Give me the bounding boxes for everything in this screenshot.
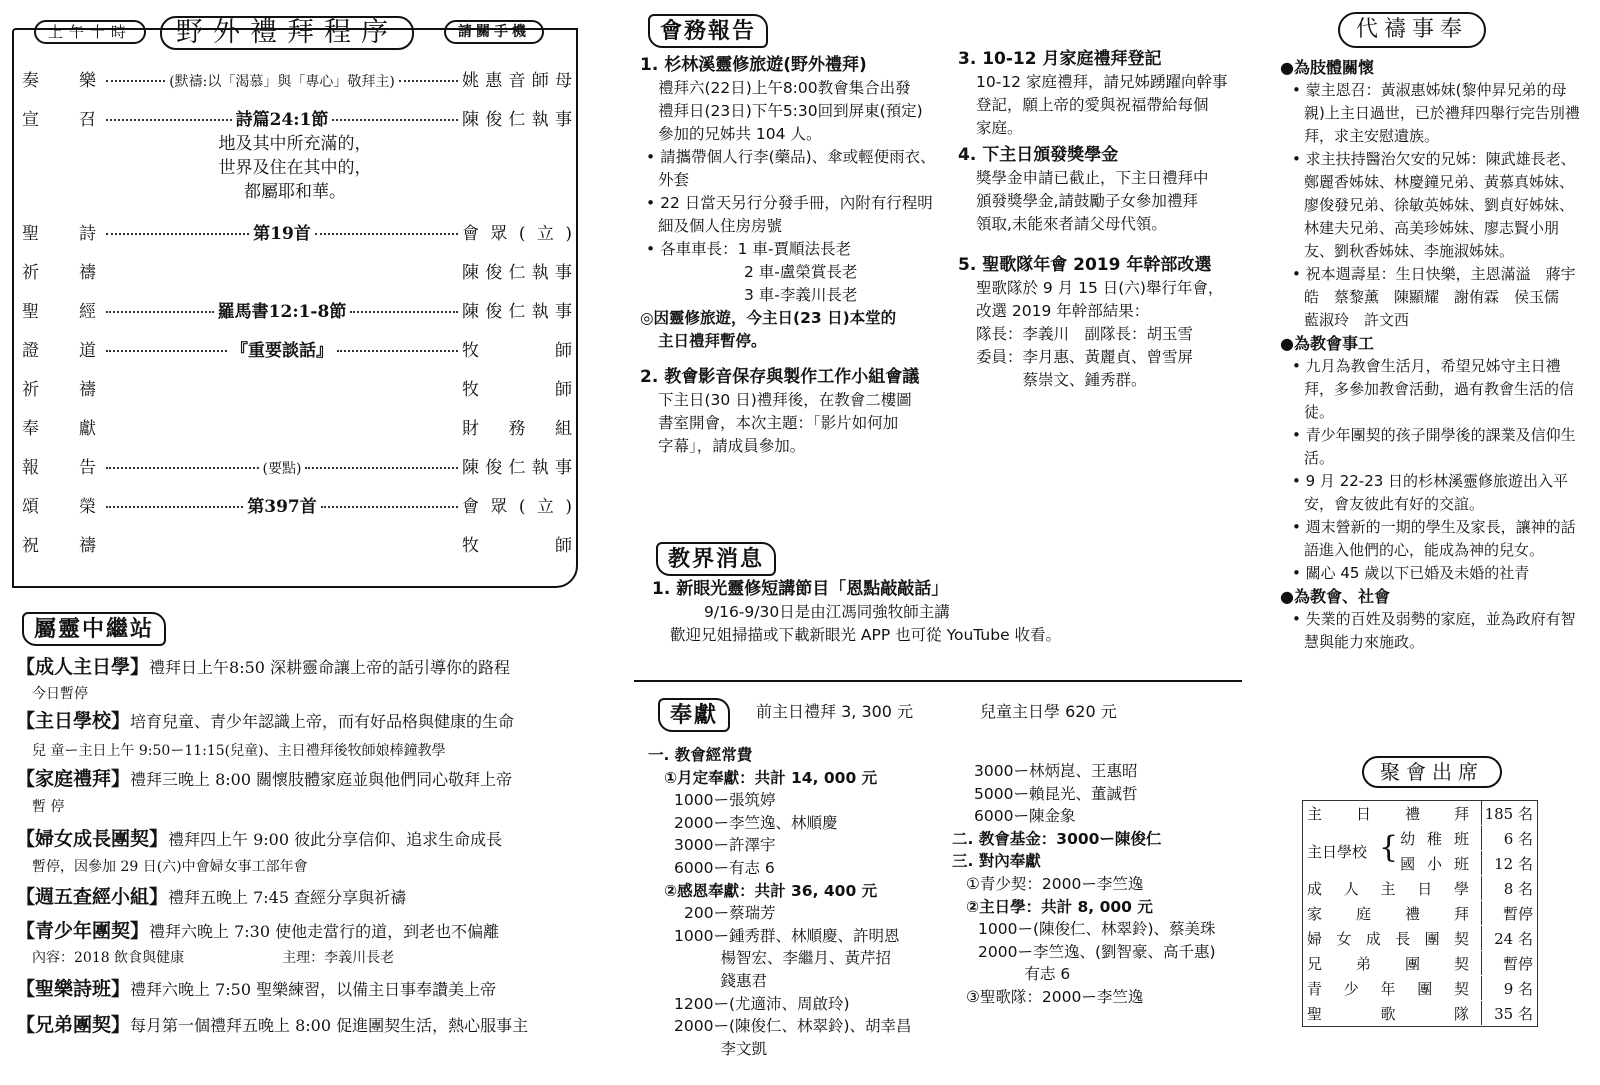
- ministry-desc: 禮拜三晚上 8:00 關懷肢體家庭並與他們同心敬拜上帝: [130, 770, 513, 789]
- ministry-name: 【兄弟團契】: [16, 1014, 131, 1036]
- attendance-value: 暫停: [1481, 951, 1537, 975]
- ministry-item: [16, 710, 576, 733]
- prayer-item: • 九月為教會生活月，希望兄姊守主日禮拜，多參加教會活動，過有教會生活的信徒。: [1292, 357, 1575, 421]
- church-news-1: [652, 578, 1252, 647]
- ministry-name: 【主日學校】: [16, 710, 131, 732]
- ministry-item: [16, 1014, 576, 1037]
- offering-line: 1000ー張筑婷: [674, 791, 776, 810]
- attendance-name: 幼稚班: [1400, 829, 1469, 848]
- offering-line: 2000ー李竺逸、(劉智豪、高千惠): [978, 942, 1216, 961]
- report-line: 字幕」，請成員參加。: [658, 437, 806, 455]
- prayer-item: • 求主扶持醫治欠安的兄姊：陳武雄長老、鄭麗香姊妹、林慶鐘兄弟、黃慕真姊妹、廖俊發兄弟、徐敏英姊妹、劉貞好姊妹、林建夫兄弟、高美珍姊妹、廖志賢小朋友、劉秋香姊妹、李施淑姊妹。: [1292, 150, 1576, 260]
- news-line: 歡迎兄姐掃描或下載新眼光 APP 也可從 YouTube 收看。: [670, 626, 1062, 644]
- attendance-value: 6 名: [1481, 826, 1537, 850]
- program-item-name: 頌榮: [22, 497, 136, 517]
- attendance-value: 9 名: [1481, 976, 1537, 1000]
- report-5: [958, 254, 1258, 392]
- prayer-item: • 祝本週壽星：生日快樂，主恩滿溢 蔣宇皓 蔡黎薰 陳顯耀 謝侑霖 侯玉儒 藍淑玲 許文西: [1292, 265, 1576, 329]
- offering-left: [648, 744, 948, 1060]
- attendance-value: 24 名: [1481, 926, 1537, 950]
- church-news-title: 教界消息: [656, 542, 776, 576]
- offering-line: 錢惠君: [674, 971, 768, 990]
- report-line: 蔡崇文、鍾秀群。: [976, 371, 1147, 389]
- ministry-item: [16, 768, 576, 791]
- report-note: 主日禮拜暫停。: [658, 332, 767, 350]
- report-line: 頒發獎學金,請鼓勵子女參加禮拜: [976, 192, 1198, 210]
- offering-line: 三. 對內奉獻: [952, 852, 1041, 871]
- program-row: [22, 492, 572, 517]
- attendance-value: 12 名: [1481, 851, 1537, 875]
- program-item-middle: 第19首: [253, 224, 311, 244]
- offering-line: 2000ー(陳俊仁、林翠鈴)、胡幸昌: [674, 1017, 912, 1036]
- report-line: 改選 2019 年幹部結果：: [976, 302, 1150, 320]
- prayer-item: • 失業的百姓及弱勢的家庭，並為政府有智慧與能力來施政。: [1292, 610, 1576, 651]
- program-title: 野外禮拜程序: [160, 16, 414, 50]
- program-item-person: 陳俊仁執事: [462, 110, 572, 130]
- report-line: 隊長：李義川 副隊長：胡玉雪: [976, 325, 1194, 343]
- ministry-desc: 禮拜日上午8:50 深耕靈命讓上帝的話引導你的路程: [149, 658, 511, 677]
- attendance-name: 成人主日學: [1307, 879, 1469, 898]
- prayer-title: 代禱事奉: [1338, 12, 1486, 48]
- offering-line: 5000ー賴昆光、董誠哲: [974, 784, 1138, 803]
- report-line: 3 車-李義川長老: [744, 286, 858, 304]
- report-title: 5. 聖歌隊年會 2019 年幹部改選: [958, 255, 1212, 275]
- news-title: 1. 新眼光靈修短講節目「恩點敲敲話」: [652, 579, 949, 599]
- prayer-heading: ●為教會事工: [1280, 334, 1374, 353]
- program-row: [22, 66, 572, 91]
- ministry-name: 【週五查經小組】: [16, 886, 169, 908]
- ministry-name: 【青少年團契】: [16, 920, 150, 942]
- program-item-person: 姚惠音師母: [462, 71, 572, 91]
- prayer-heading: ●為教會、社會: [1280, 587, 1390, 606]
- ministry-name: 【成人主日學】: [16, 656, 150, 678]
- program-item-name: 聖詩: [22, 224, 136, 244]
- reports-title: 會務報告: [648, 14, 768, 48]
- attendance-row: [1303, 876, 1537, 901]
- verse-line: 世界及住在其中的，: [218, 158, 372, 178]
- program-item-middle: 『重要談話』: [231, 341, 333, 361]
- offering-line: 一. 教會經常費: [648, 746, 753, 764]
- attendance-name: 兄弟團契: [1307, 954, 1469, 973]
- program-item-person: 會眾(立): [462, 497, 572, 517]
- offering-line: 6000ー陳金象: [974, 807, 1076, 826]
- program-item-name: 祝禱: [22, 536, 136, 556]
- offering-line: 6000ー有志 6: [674, 858, 775, 877]
- ministry-desc: 禮拜六晚上 7:30 使他走當行的道，到老也不偏離: [149, 922, 500, 941]
- report-line: 領取,未能來者請父母代領。: [976, 215, 1167, 233]
- program-item-middle: 羅馬書12:1-8節: [217, 302, 347, 322]
- divider-line: [634, 680, 1242, 682]
- report-title: 2. 教會影音保存與製作工作小組會議: [640, 367, 920, 387]
- prayer-list: [1280, 56, 1580, 654]
- report-line: 2 車-盧榮賞長老: [744, 263, 858, 281]
- report-line: 禮拜日(23日)下午5:30回到屏東(預定): [658, 102, 923, 120]
- attendance-name: 家庭禮拜: [1307, 904, 1469, 923]
- ministry-sub: 暫停，因參加 29 日(六)中會婦女事工部年會: [32, 859, 308, 875]
- offering-line: ①月定奉獻：共計 14, 000 元: [664, 768, 878, 787]
- offering-line: 有志 6: [978, 965, 1071, 984]
- program-item-person: 財務組: [462, 419, 572, 439]
- offering-line: 楊智宏、李繼月、黃芹招: [674, 949, 892, 968]
- offering-line: ②感恩奉獻：共計 36, 400 元: [664, 881, 878, 900]
- program-item-person: 陳俊仁執事: [462, 458, 572, 478]
- attendance-value: 185 名: [1481, 801, 1537, 825]
- program-item-person: 陳俊仁執事: [462, 263, 572, 283]
- ministry-desc: 培育兒童、青少年認識上帝，而有好品格與健康的生命: [130, 712, 515, 731]
- prayer-item: • 9 月 22-23 日的杉林溪靈修旅遊出入平安，會友彼此有好的交誼。: [1292, 472, 1569, 513]
- program-row: [22, 375, 572, 400]
- ministry-sub: 內容：2018 飲食與健康 主理：李義川長老: [32, 950, 395, 966]
- attendance-row: [1303, 926, 1537, 951]
- program-item-person: 牧師: [462, 380, 572, 400]
- report-bullet: • 各車車長：1 車-賈順法長老: [646, 240, 851, 258]
- offering-line: 二. 教會基金：3000ー陳俊仁: [952, 829, 1162, 848]
- attendance-value: 8 名: [1481, 876, 1537, 900]
- program-row: [22, 531, 572, 556]
- program-item-name: 奉獻: [22, 419, 136, 439]
- verse-line: 都屬耶和華。: [244, 182, 346, 202]
- report-line: 獎學金申請已截止，下主日禮拜中: [976, 169, 1209, 187]
- verse-line: 地及其中所充滿的，: [218, 134, 372, 154]
- program-row: [22, 453, 572, 478]
- program-item-person: 牧師: [462, 536, 572, 556]
- call-verse: [12, 132, 578, 204]
- offering-last-sunday: 前主日禮拜 3, 300 元: [756, 702, 914, 721]
- program-item-person: 牧師: [462, 341, 572, 361]
- program-item-person: 陳俊仁執事: [462, 302, 572, 322]
- prayer-item: • 青少年團契的孩子開學後的課業及信仰生活。: [1292, 426, 1576, 467]
- program-item-person: 會眾(立): [462, 224, 572, 244]
- ministry-item: [16, 920, 576, 943]
- offering-line: ③聖歌隊：2000ー李竺逸: [966, 987, 1144, 1006]
- prayer-heading: ●為肢體關懷: [1280, 58, 1374, 77]
- prayer-item: • 關心 45 歲以下已婚及未婚的社青: [1292, 564, 1530, 582]
- program-item-middle: 詩篇24:1節: [235, 110, 329, 130]
- report-2: [640, 366, 940, 458]
- ministries-title: 屬靈中繼站: [22, 612, 166, 646]
- attendance-value: 暫停: [1481, 901, 1537, 925]
- report-line: 登記，願上帝的愛與祝福帶給每個: [976, 96, 1209, 114]
- offering-line: ①青少契：2000ー李竺逸: [966, 874, 1144, 893]
- offering-line: 1000ー(陳俊仁、林翠鈴)、蔡美珠: [978, 920, 1216, 939]
- ministry-name: 【聖樂詩班】: [16, 978, 131, 1000]
- report-title: 1. 杉林溪靈修旅遊(野外禮拜): [640, 55, 867, 75]
- report-line: 聖歌隊於 9 月 15 日(六)舉行年會，: [976, 279, 1224, 297]
- report-line: 參加的兄姊共 104 人。: [658, 125, 822, 143]
- ministry-item: [16, 656, 576, 679]
- attendance-row: [1303, 1001, 1537, 1026]
- report-line: 下主日(30 日)禮拜後，在教會二樓圖: [658, 391, 912, 409]
- program-row: [22, 219, 572, 244]
- ministry-desc: 禮拜四上午 9:00 彼此分享信仰、追求生命成長: [168, 830, 503, 849]
- program-list: [12, 0, 578, 590]
- offering-title: 奉獻: [658, 698, 730, 732]
- offering-children: 兒童主日學 620 元: [980, 702, 1117, 721]
- report-bullet: • 22 日當天另行分發手冊，內附有行程明細及個人住房房號: [646, 194, 933, 235]
- attendance-name: 婦女成長團契: [1307, 929, 1469, 948]
- phone-notice: 請關手機: [444, 20, 544, 44]
- report-4: [958, 144, 1258, 236]
- report-1: [640, 54, 940, 353]
- attendance-name: 聖歌隊: [1307, 1004, 1469, 1023]
- report-line: 書室開會，本次主題：「影片如何加: [658, 414, 899, 432]
- offering-line: 2000ー李竺逸、林順慶: [674, 813, 838, 832]
- attendance-name: 青少年團契: [1307, 979, 1469, 998]
- ministry-desc: 禮拜六晚上 7:50 聖樂練習，以備主日事奉讚美上帝: [130, 980, 497, 999]
- attendance-table: [1302, 800, 1538, 1027]
- report-title: 3. 10-12 月家庭禮拜登記: [958, 49, 1162, 69]
- attendance-name: 主日禮拜: [1307, 804, 1469, 823]
- program-row: [22, 414, 572, 439]
- report-line: 10-12 家庭禮拜，請兄姊踴躍向幹事: [976, 73, 1228, 91]
- report-line: 禮拜六(22日)上午8:00教會集合出發: [658, 79, 911, 97]
- program-row: [22, 297, 572, 322]
- program-item-name: 宣召: [22, 110, 136, 130]
- attendance-title: 聚會出席: [1362, 756, 1502, 788]
- attendance-value: 35 名: [1481, 1001, 1537, 1025]
- report-note: ◎因靈修旅遊，今主日(23 日)本堂的: [640, 309, 897, 327]
- program-item-name: 祈禱: [22, 263, 136, 283]
- ministry-item: [16, 978, 576, 1001]
- attendance-school-group: [1303, 826, 1537, 876]
- program-item-middle: (要點): [262, 461, 302, 477]
- ministry-name: 【家庭禮拜】: [16, 768, 131, 790]
- ministry-item: [16, 828, 576, 851]
- offering-line: 3000ー林炳崑、王惠昭: [974, 762, 1138, 780]
- attendance-row: [1303, 976, 1537, 1001]
- attendance-row: [1303, 901, 1537, 926]
- offering-right: [952, 760, 1252, 1009]
- program-item-middle: 第397首: [247, 497, 317, 517]
- program-item-name: 奏樂: [22, 71, 136, 91]
- ministry-sub: 今日暫停: [32, 686, 88, 702]
- report-line: 委員：李月惠、黃麗貞、曾雪屏: [976, 348, 1194, 366]
- attendance-row: [1303, 801, 1537, 826]
- program-item-name: 報告: [22, 458, 136, 478]
- time-label: 上午十時: [34, 20, 146, 44]
- ministry-desc: 每月第一個禮拜五晚上 8:00 促進團契生活，熱心服事主: [130, 1016, 529, 1035]
- offering-line: 3000ー許澤宇: [674, 836, 776, 855]
- attendance-school-label: 主日學校: [1307, 842, 1368, 861]
- program-item-name: 祈禱: [22, 380, 136, 400]
- offering-line: 1000ー鍾秀群、林順慶、許明恩: [674, 926, 900, 945]
- prayer-item: • 蒙主恩召：黃淑惠姊妹(黎仲昇兄弟的母親)上主日過世，已於禮拜四舉行完告別禮拜，求主安慰遺族。: [1292, 81, 1580, 145]
- ministry-sub: 兒 童ー主日上午 9:50ー11:15(兒童)、主日禮拜後牧師娘棒鐘教學: [32, 743, 446, 759]
- program-row: [22, 105, 572, 130]
- report-3: [958, 48, 1258, 140]
- attendance-name: 國小班: [1400, 854, 1469, 873]
- program-row: [22, 258, 572, 283]
- attendance-row: [1303, 951, 1537, 976]
- ministry-item: [16, 886, 576, 909]
- ministry-sub: 暫 停: [32, 799, 65, 815]
- offering-line: 200ー蔡瑞芳: [684, 904, 776, 923]
- report-bullet: • 請攜帶個人行李(藥品)、傘或輕便雨衣、外套: [646, 148, 936, 189]
- report-title: 4. 下主日頒發獎學金: [958, 145, 1119, 165]
- program-item-middle: (默禱:以「渴慕」與「專心」敬拜主): [169, 74, 395, 90]
- program-item-name: 證道: [22, 341, 136, 361]
- report-line: 家庭。: [976, 119, 1023, 137]
- offering-line: ②主日學：共計 8, 000 元: [966, 897, 1153, 916]
- program-item-name: 聖經: [22, 302, 136, 322]
- prayer-item: • 週末營新的一期的學生及家長，讓神的話語進入他們的心，能成為神的兒女。: [1292, 518, 1576, 559]
- program-row: [22, 336, 572, 361]
- news-line: 9/16-9/30日是由江馮同強牧師主講: [704, 603, 950, 621]
- ministry-name: 【婦女成長團契】: [16, 828, 169, 850]
- offering-line: 李文凱: [674, 1039, 768, 1058]
- offering-line: 1200ー(尤適沛、周啟玲): [674, 994, 850, 1013]
- offering-header: [658, 698, 1258, 734]
- brace-icon: {: [1379, 830, 1399, 865]
- ministry-desc: 禮拜五晚上 7:45 查經分享與祈禱: [168, 888, 407, 907]
